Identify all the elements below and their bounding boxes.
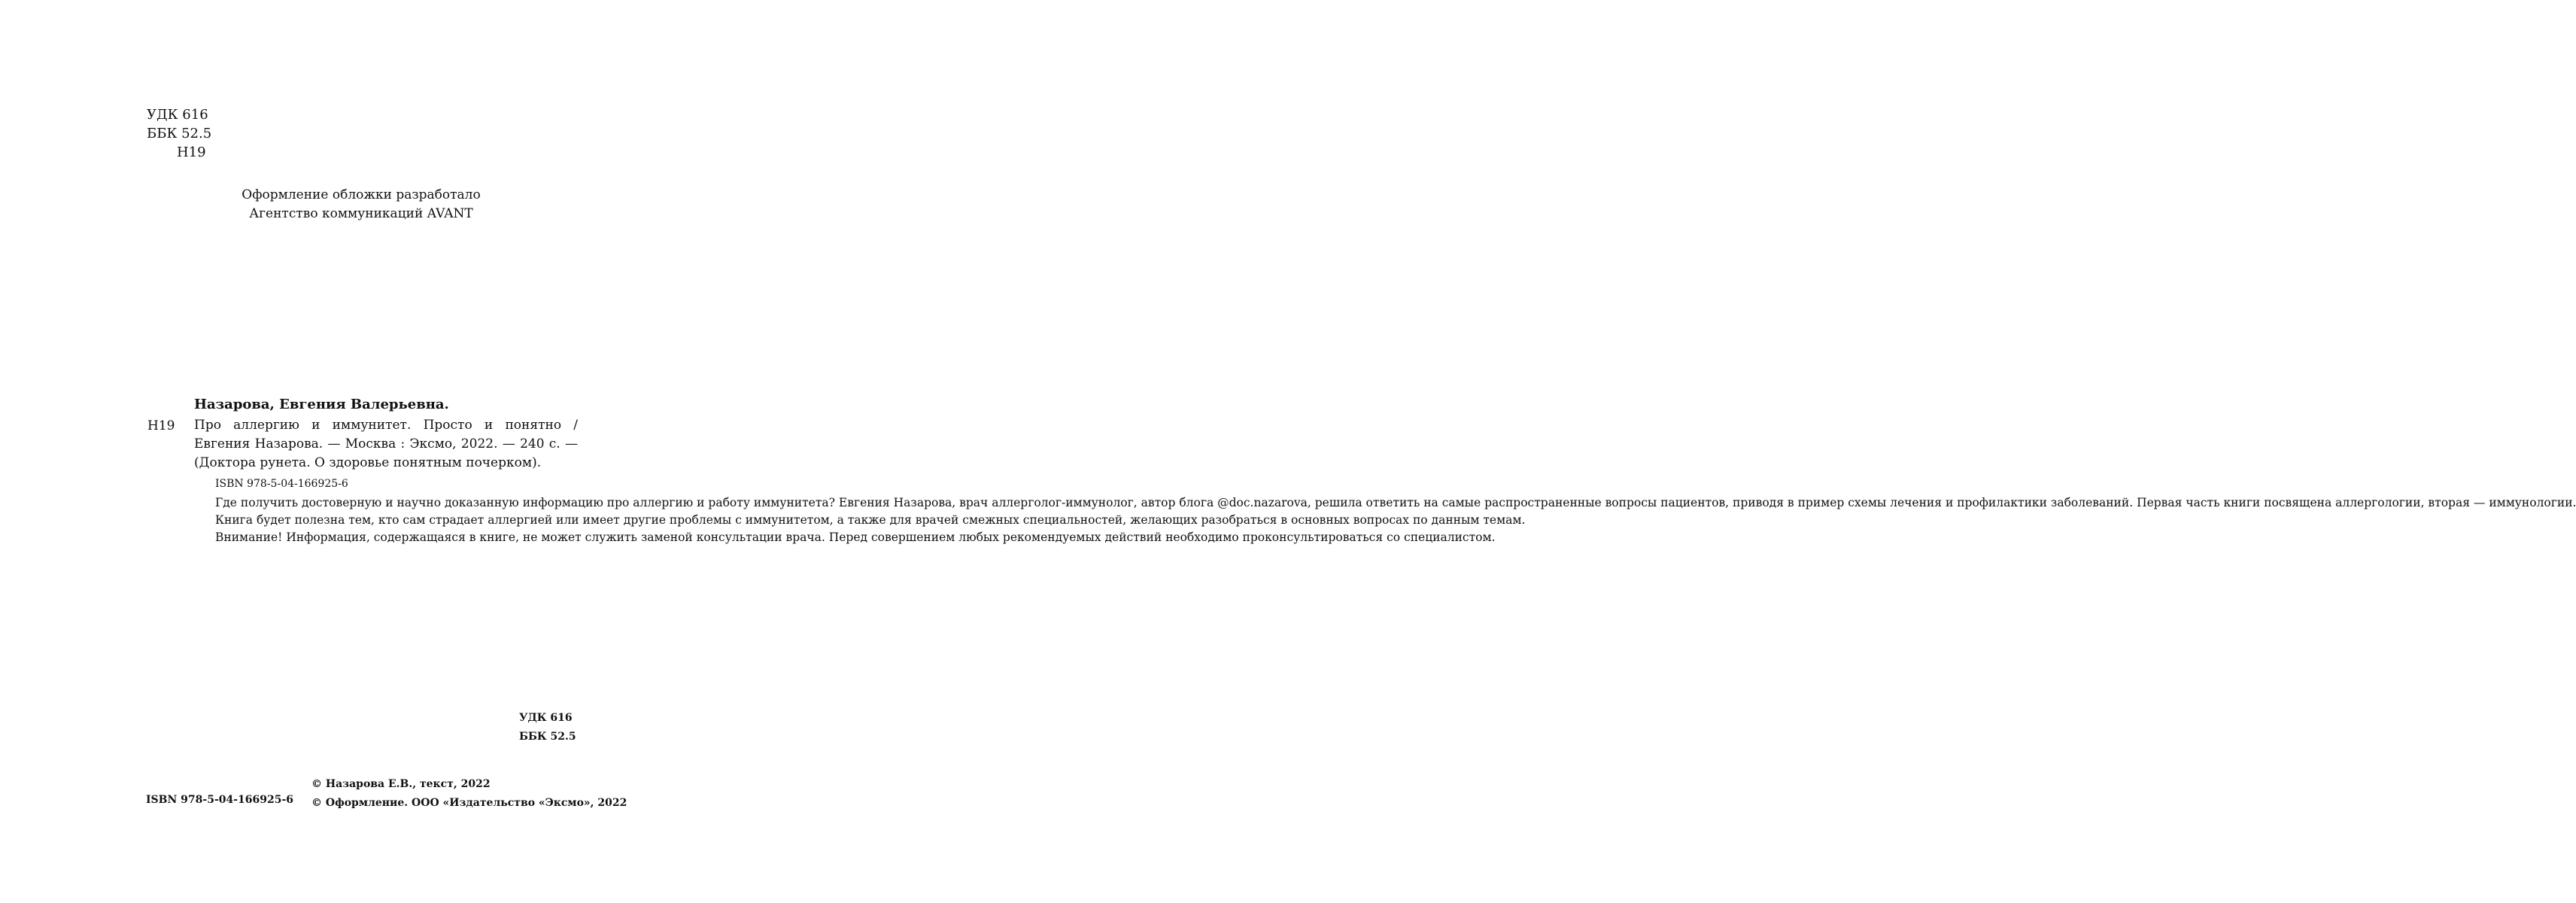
classification-block-top (147, 105, 211, 162)
bbk-code-bottom: ББК 52.5 (519, 731, 576, 743)
bbk-code: ББК 52.5 (147, 126, 212, 141)
copyright-design: © Оформление. ООО «Издательство «Эксмо», 2022 (311, 797, 627, 809)
classification-block-bottom (519, 709, 576, 746)
record-author: Назарова, Евгения Валерьевна. (194, 397, 449, 412)
record-isbn: ISBN 978-5-04-166925-6 (215, 478, 348, 490)
copyright-block (311, 775, 627, 813)
cover-design-line-1: Оформление обложки разработало (242, 187, 481, 202)
record-description: Про аллергию и иммунитет. Просто и понятно / Евгения Назарова. — Москва : Эксмо, 2022. — 240 с. — (Доктора рунета. О здоровье понятным почерком). (194, 418, 578, 470)
cover-design-line-2: Агентство коммуникаций AVANT (249, 206, 473, 221)
record-author-sign: Н19 (147, 418, 175, 433)
annotation-paragraph-2: Книга будет полезна тем, кто сам страдает аллергией или имеет другие проблемы с иммунитетом, а также для врачей смежных специальностей, желающих разобраться в основных вопросах по данным темам. (215, 513, 1526, 527)
udk-code-bottom: УДК 616 (519, 712, 573, 724)
annotation-paragraph-1: Где получить достоверную и научно доказанную информацию про аллергию и работу иммунитета? Евгения Назарова, врач аллерголог-иммунолог, автор блога @doc.nazarova, решила ответить на самые распространенные вопросы пациентов, приводя в пример схемы лечения и профилактики заболеваний. Первая часть книги посвящена аллергологии, вторая — иммунологии. (215, 496, 2576, 509)
udk-code: УДК 616 (147, 107, 208, 123)
copyright-text: © Назарова Е.В., текст, 2022 (311, 778, 491, 790)
annotation-paragraph-3: Внимание! Информация, содержащаяся в книге, не может служить заменой консультации врача. Перед совершением любых рекомендуемых действий необходимо проконсультироваться со специалистом. (215, 531, 1496, 544)
annotation (194, 494, 2576, 546)
author-sign: Н19 (177, 144, 206, 160)
cover-design-credit (0, 186, 722, 223)
footer-isbn: ISBN 978-5-04-166925-6 (146, 794, 294, 806)
